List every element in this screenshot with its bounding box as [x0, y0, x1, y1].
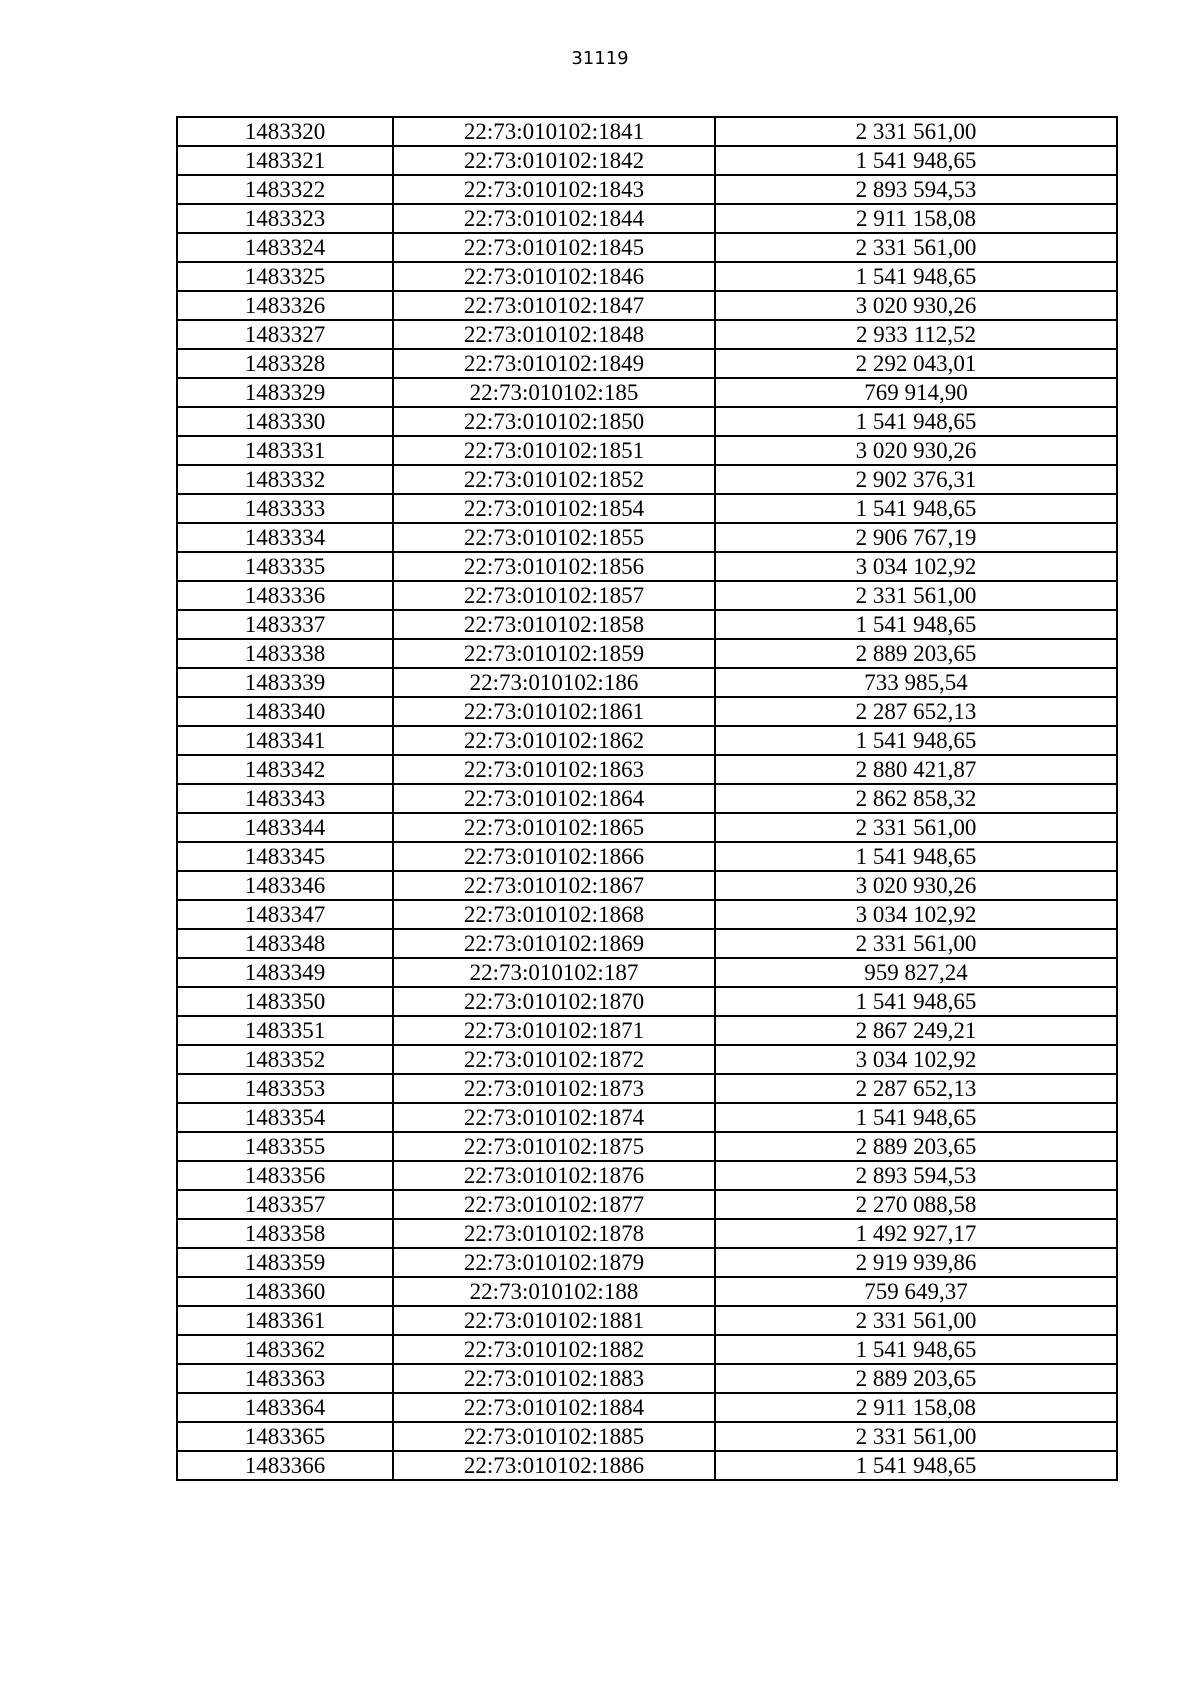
- cadastral-value-cell: 1 541 948,65: [715, 1451, 1117, 1480]
- cadastral-value-cell: 2 287 652,13: [715, 697, 1117, 726]
- cadastral-value-cell: 2 919 939,86: [715, 1248, 1117, 1277]
- row-number-cell: 1483360: [177, 1277, 393, 1306]
- row-number-cell: 1483361: [177, 1306, 393, 1335]
- cadastral-number-cell: 22:73:010102:1868: [393, 900, 715, 929]
- cadastral-value-cell: 1 541 948,65: [715, 987, 1117, 1016]
- table-row: [177, 1277, 1117, 1306]
- cadastral-number-cell: 22:73:010102:1862: [393, 726, 715, 755]
- cadastral-number-cell: 22:73:010102:1876: [393, 1161, 715, 1190]
- row-number-cell: 1483324: [177, 233, 393, 262]
- cadastral-value-cell: 2 906 767,19: [715, 523, 1117, 552]
- cadastral-value-cell: 959 827,24: [715, 958, 1117, 987]
- row-number-cell: 1483345: [177, 842, 393, 871]
- cadastral-value-cell: 769 914,90: [715, 378, 1117, 407]
- cadastral-value-cell: 1 541 948,65: [715, 610, 1117, 639]
- table-row: [177, 1190, 1117, 1219]
- cadastral-number-cell: 22:73:010102:1844: [393, 204, 715, 233]
- cadastral-value-cell: 1 541 948,65: [715, 146, 1117, 175]
- table-row: [177, 1074, 1117, 1103]
- table-row: [177, 842, 1117, 871]
- cadastral-value-cell: 1 541 948,65: [715, 1335, 1117, 1364]
- cadastral-number-cell: 22:73:010102:1881: [393, 1306, 715, 1335]
- row-number-cell: 1483322: [177, 175, 393, 204]
- row-number-cell: 1483326: [177, 291, 393, 320]
- cadastral-number-cell: 22:73:010102:1858: [393, 610, 715, 639]
- cadastral-number-cell: 22:73:010102:1852: [393, 465, 715, 494]
- cadastral-number-cell: 22:73:010102:188: [393, 1277, 715, 1306]
- cadastral-value-cell: 2 889 203,65: [715, 1132, 1117, 1161]
- cadastral-number-cell: 22:73:010102:1882: [393, 1335, 715, 1364]
- row-number-cell: 1483362: [177, 1335, 393, 1364]
- table-row: [177, 813, 1117, 842]
- row-number-cell: 1483329: [177, 378, 393, 407]
- row-number-cell: 1483349: [177, 958, 393, 987]
- cadastral-value-cell: 1 492 927,17: [715, 1219, 1117, 1248]
- row-number-cell: 1483334: [177, 523, 393, 552]
- cadastral-number-cell: 22:73:010102:1859: [393, 639, 715, 668]
- row-number-cell: 1483325: [177, 262, 393, 291]
- cadastral-value-cell: 2 902 376,31: [715, 465, 1117, 494]
- cadastral-number-cell: 22:73:010102:1865: [393, 813, 715, 842]
- table-row: [177, 1451, 1117, 1480]
- cadastral-number-cell: 22:73:010102:1878: [393, 1219, 715, 1248]
- cadastral-number-cell: 22:73:010102:1885: [393, 1422, 715, 1451]
- table-row: [177, 900, 1117, 929]
- cadastral-value-cell: 759 649,37: [715, 1277, 1117, 1306]
- cadastral-value-cell: 3 020 930,26: [715, 871, 1117, 900]
- cadastral-value-cell: 1 541 948,65: [715, 262, 1117, 291]
- table-row: [177, 407, 1117, 436]
- table-row: [177, 175, 1117, 204]
- table-row: [177, 1103, 1117, 1132]
- cadastral-number-cell: 22:73:010102:1845: [393, 233, 715, 262]
- cadastral-value-cell: 733 985,54: [715, 668, 1117, 697]
- row-number-cell: 1483338: [177, 639, 393, 668]
- row-number-cell: 1483330: [177, 407, 393, 436]
- cadastral-number-cell: 22:73:010102:1877: [393, 1190, 715, 1219]
- table-row: [177, 1364, 1117, 1393]
- table-row: [177, 1393, 1117, 1422]
- cadastral-number-cell: 22:73:010102:1857: [393, 581, 715, 610]
- table-row: [177, 668, 1117, 697]
- table-row: [177, 146, 1117, 175]
- table-row: [177, 320, 1117, 349]
- cadastral-number-cell: 22:73:010102:1855: [393, 523, 715, 552]
- cadastral-number-cell: 22:73:010102:1854: [393, 494, 715, 523]
- row-number-cell: 1483353: [177, 1074, 393, 1103]
- cadastral-number-cell: 22:73:010102:1869: [393, 929, 715, 958]
- cadastral-number-cell: 22:73:010102:1870: [393, 987, 715, 1016]
- table-row: [177, 987, 1117, 1016]
- cadastral-value-cell: 2 331 561,00: [715, 117, 1117, 146]
- cadastral-value-cell: 2 911 158,08: [715, 204, 1117, 233]
- table-row: [177, 1045, 1117, 1074]
- cadastral-value-cell: 2 867 249,21: [715, 1016, 1117, 1045]
- row-number-cell: 1483355: [177, 1132, 393, 1161]
- row-number-cell: 1483363: [177, 1364, 393, 1393]
- cadastral-number-cell: 22:73:010102:1872: [393, 1045, 715, 1074]
- cadastral-value-cell: 2 933 112,52: [715, 320, 1117, 349]
- cadastral-value-cell: 2 331 561,00: [715, 929, 1117, 958]
- table-row: [177, 204, 1117, 233]
- cadastral-value-cell: 1 541 948,65: [715, 726, 1117, 755]
- row-number-cell: 1483343: [177, 784, 393, 813]
- cadastral-number-cell: 22:73:010102:1856: [393, 552, 715, 581]
- cadastral-number-cell: 22:73:010102:1843: [393, 175, 715, 204]
- cadastral-number-cell: 22:73:010102:1841: [393, 117, 715, 146]
- cadastral-value-cell: 2 880 421,87: [715, 755, 1117, 784]
- cadastral-number-cell: 22:73:010102:1884: [393, 1393, 715, 1422]
- table-row: [177, 262, 1117, 291]
- table-row: [177, 1219, 1117, 1248]
- row-number-cell: 1483336: [177, 581, 393, 610]
- cadastral-value-cell: 3 020 930,26: [715, 436, 1117, 465]
- table-row: [177, 726, 1117, 755]
- cadastral-number-cell: 22:73:010102:1848: [393, 320, 715, 349]
- row-number-cell: 1483342: [177, 755, 393, 784]
- cadastral-value-cell: 3 034 102,92: [715, 552, 1117, 581]
- row-number-cell: 1483340: [177, 697, 393, 726]
- row-number-cell: 1483365: [177, 1422, 393, 1451]
- row-number-cell: 1483356: [177, 1161, 393, 1190]
- cadastral-number-cell: 22:73:010102:1883: [393, 1364, 715, 1393]
- cadastral-value-cell: 2 292 043,01: [715, 349, 1117, 378]
- row-number-cell: 1483347: [177, 900, 393, 929]
- row-number-cell: 1483364: [177, 1393, 393, 1422]
- table-row: [177, 1306, 1117, 1335]
- table-row: [177, 610, 1117, 639]
- cadastral-number-cell: 22:73:010102:1850: [393, 407, 715, 436]
- row-number-cell: 1483320: [177, 117, 393, 146]
- table-row: [177, 929, 1117, 958]
- table-row: [177, 1335, 1117, 1364]
- table-row: [177, 581, 1117, 610]
- table-row: [177, 494, 1117, 523]
- row-number-cell: 1483341: [177, 726, 393, 755]
- cadastral-value-cell: 1 541 948,65: [715, 407, 1117, 436]
- row-number-cell: 1483351: [177, 1016, 393, 1045]
- cadastral-value-cell: 2 331 561,00: [715, 233, 1117, 262]
- row-number-cell: 1483358: [177, 1219, 393, 1248]
- cadastral-value-cell: 3 034 102,92: [715, 1045, 1117, 1074]
- cadastral-number-cell: 22:73:010102:185: [393, 378, 715, 407]
- cadastral-value-cell: 2 331 561,00: [715, 813, 1117, 842]
- row-number-cell: 1483323: [177, 204, 393, 233]
- cadastral-number-cell: 22:73:010102:1861: [393, 697, 715, 726]
- table-row: [177, 523, 1117, 552]
- cadastral-number-cell: 22:73:010102:1866: [393, 842, 715, 871]
- cadastral-number-cell: 22:73:010102:1879: [393, 1248, 715, 1277]
- cadastral-number-cell: 22:73:010102:1867: [393, 871, 715, 900]
- page-number: 31119: [571, 48, 629, 69]
- cadastral-number-cell: 22:73:010102:1846: [393, 262, 715, 291]
- cadastral-value-cell: 2 893 594,53: [715, 175, 1117, 204]
- cadastral-number-cell: 22:73:010102:1849: [393, 349, 715, 378]
- table-row: [177, 117, 1117, 146]
- cadastral-number-cell: 22:73:010102:1871: [393, 1016, 715, 1045]
- row-number-cell: 1483366: [177, 1451, 393, 1480]
- table-row: [177, 378, 1117, 407]
- row-number-cell: 1483350: [177, 987, 393, 1016]
- row-number-cell: 1483348: [177, 929, 393, 958]
- cadastral-number-cell: 22:73:010102:186: [393, 668, 715, 697]
- cadastral-number-cell: 22:73:010102:1863: [393, 755, 715, 784]
- row-number-cell: 1483346: [177, 871, 393, 900]
- table-row: [177, 1161, 1117, 1190]
- cadastral-number-cell: 22:73:010102:187: [393, 958, 715, 987]
- cadastral-value-cell: 2 331 561,00: [715, 1306, 1117, 1335]
- row-number-cell: 1483337: [177, 610, 393, 639]
- table-row: [177, 349, 1117, 378]
- table-row: [177, 552, 1117, 581]
- row-number-cell: 1483344: [177, 813, 393, 842]
- row-number-cell: 1483332: [177, 465, 393, 494]
- cadastral-number-cell: 22:73:010102:1842: [393, 146, 715, 175]
- table-row: [177, 1016, 1117, 1045]
- cadastral-value-cell: 3 034 102,92: [715, 900, 1117, 929]
- cadastral-value-cell: 2 331 561,00: [715, 1422, 1117, 1451]
- cadastral-number-cell: 22:73:010102:1873: [393, 1074, 715, 1103]
- row-number-cell: 1483335: [177, 552, 393, 581]
- table-row: [177, 233, 1117, 262]
- table-row: [177, 1422, 1117, 1451]
- cadastral-number-cell: 22:73:010102:1851: [393, 436, 715, 465]
- table-row: [177, 291, 1117, 320]
- cadastral-number-cell: 22:73:010102:1864: [393, 784, 715, 813]
- cadastral-value-cell: 2 911 158,08: [715, 1393, 1117, 1422]
- cadastral-number-cell: 22:73:010102:1847: [393, 291, 715, 320]
- cadastral-value-table: [176, 116, 1118, 1481]
- row-number-cell: 1483339: [177, 668, 393, 697]
- cadastral-value-cell: 2 331 561,00: [715, 581, 1117, 610]
- row-number-cell: 1483354: [177, 1103, 393, 1132]
- table-row: [177, 871, 1117, 900]
- cadastral-value-cell: 2 287 652,13: [715, 1074, 1117, 1103]
- row-number-cell: 1483359: [177, 1248, 393, 1277]
- table-row: [177, 755, 1117, 784]
- row-number-cell: 1483328: [177, 349, 393, 378]
- cadastral-number-cell: 22:73:010102:1875: [393, 1132, 715, 1161]
- table-row: [177, 958, 1117, 987]
- cadastral-value-cell: 1 541 948,65: [715, 1103, 1117, 1132]
- table-row: [177, 697, 1117, 726]
- table-row: [177, 784, 1117, 813]
- row-number-cell: 1483357: [177, 1190, 393, 1219]
- row-number-cell: 1483352: [177, 1045, 393, 1074]
- cadastral-value-cell: 2 893 594,53: [715, 1161, 1117, 1190]
- cadastral-number-cell: 22:73:010102:1886: [393, 1451, 715, 1480]
- cadastral-value-cell: 1 541 948,65: [715, 842, 1117, 871]
- cadastral-value-cell: 2 862 858,32: [715, 784, 1117, 813]
- table-row: [177, 1248, 1117, 1277]
- row-number-cell: 1483321: [177, 146, 393, 175]
- cadastral-value-cell: 2 270 088,58: [715, 1190, 1117, 1219]
- table-row: [177, 465, 1117, 494]
- cadastral-value-cell: 2 889 203,65: [715, 639, 1117, 668]
- table-row: [177, 639, 1117, 668]
- cadastral-value-cell: 2 889 203,65: [715, 1364, 1117, 1393]
- table-body: [177, 117, 1117, 1480]
- table-row: [177, 1132, 1117, 1161]
- row-number-cell: 1483333: [177, 494, 393, 523]
- cadastral-value-cell: 1 541 948,65: [715, 494, 1117, 523]
- row-number-cell: 1483327: [177, 320, 393, 349]
- row-number-cell: 1483331: [177, 436, 393, 465]
- cadastral-value-cell: 3 020 930,26: [715, 291, 1117, 320]
- table-row: [177, 436, 1117, 465]
- cadastral-number-cell: 22:73:010102:1874: [393, 1103, 715, 1132]
